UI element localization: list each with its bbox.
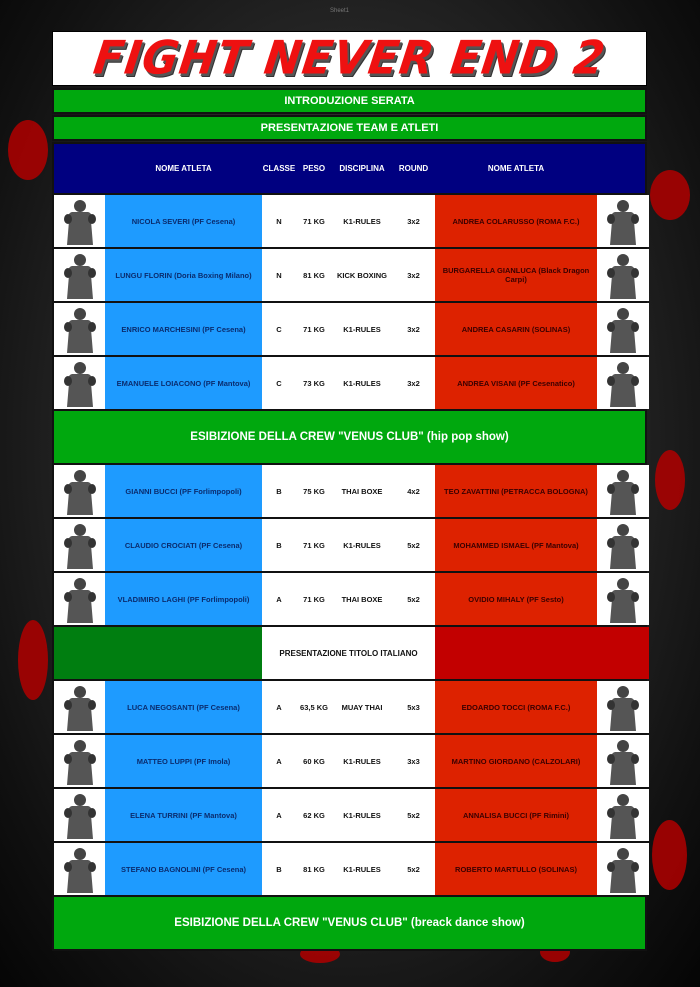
right-athlete: MOHAMMED ISMAEL (PF Mantova): [435, 519, 597, 571]
left-fighter-photo: [54, 357, 105, 409]
class: B: [262, 465, 296, 517]
round: 5x2: [392, 843, 435, 895]
fighter-icon: [59, 467, 101, 515]
discipline: THAI BOXE: [332, 465, 392, 517]
weight: 71 KG: [296, 303, 332, 355]
blood-splat: [655, 450, 685, 510]
fighter-icon: [59, 305, 101, 353]
fighter-icon: [59, 197, 101, 245]
left-athlete: LUCA NEGOSANTI (PF Cesena): [105, 681, 262, 733]
discipline: K1-RULES: [332, 303, 392, 355]
event-title: FIGHT NEVER END 2: [90, 31, 609, 86]
header-athlete-right: NOME ATLETA: [487, 164, 545, 173]
band-intro: INTRODUZIONE SERATA: [52, 88, 647, 114]
fights-group-2: [52, 465, 647, 627]
right-athlete: ANNALISA BUCCI (PF Rimini): [435, 789, 597, 841]
title-presentation-label: PRESENTAZIONE TITOLO ITALIANO: [262, 627, 435, 679]
round: 4x2: [392, 465, 435, 517]
left-athlete: MATTEO LUPPI (PF Imola): [105, 735, 262, 787]
class: A: [262, 573, 296, 625]
fighter-icon: [602, 359, 644, 407]
title-banner: [52, 31, 647, 86]
flag-red: [435, 627, 649, 679]
left-athlete: ENRICO MARCHESINI (PF Cesena): [105, 303, 262, 355]
fight-row: [52, 357, 647, 411]
right-athlete: ROBERTO MARTULLO (SOLINAS): [435, 843, 597, 895]
class: C: [262, 357, 296, 409]
discipline: K1-RULES: [332, 735, 392, 787]
weight: 60 KG: [296, 735, 332, 787]
header-round: ROUND: [398, 164, 429, 173]
discipline: THAI BOXE: [332, 573, 392, 625]
right-athlete: OVIDIO MIHALY (PF Sesto): [435, 573, 597, 625]
right-fighter-photo: [597, 681, 649, 733]
header-weight: PESO: [302, 164, 326, 173]
fighter-icon: [602, 791, 644, 839]
left-fighter-photo: [54, 735, 105, 787]
weight: 71 KG: [296, 573, 332, 625]
round: 5x2: [392, 573, 435, 625]
left-fighter-photo: [54, 789, 105, 841]
class: C: [262, 303, 296, 355]
right-athlete: ANDREA VISANI (PF Cesenatico): [435, 357, 597, 409]
fighter-icon: [602, 845, 644, 893]
fighter-icon: [59, 251, 101, 299]
right-fighter-photo: [597, 357, 649, 409]
right-athlete: TEO ZAVATTINI (PETRACCA BOLOGNA): [435, 465, 597, 517]
fighter-icon: [59, 683, 101, 731]
right-fighter-photo: [597, 519, 649, 571]
round: 5x2: [392, 789, 435, 841]
fighter-icon: [59, 791, 101, 839]
fighter-icon: [59, 845, 101, 893]
left-athlete: EMANUELE LOIACONO (PF Mantova): [105, 357, 262, 409]
sheet-label: Sheet1: [330, 8, 350, 14]
left-fighter-photo: [54, 681, 105, 733]
right-athlete: EDOARDO TOCCI (ROMA F.C.): [435, 681, 597, 733]
table-header: [52, 142, 647, 195]
left-athlete: STEFANO BAGNOLINI (PF Cesena): [105, 843, 262, 895]
fighter-icon: [59, 737, 101, 785]
right-fighter-photo: [597, 735, 649, 787]
class: B: [262, 843, 296, 895]
left-athlete: LUNGU FLORIN (Doria Boxing Milano): [105, 249, 262, 301]
title-presentation-row: [52, 627, 647, 681]
header-athlete-left: NOME ATLETA: [155, 164, 212, 173]
left-fighter-photo: [54, 249, 105, 301]
weight: 63,5 KG: [296, 681, 332, 733]
round: 3x2: [392, 249, 435, 301]
right-fighter-photo: [597, 249, 649, 301]
blood-splat: [18, 620, 48, 700]
round: 5x2: [392, 519, 435, 571]
left-fighter-photo: [54, 195, 105, 247]
class: N: [262, 249, 296, 301]
discipline: MUAY THAI: [332, 681, 392, 733]
fighter-icon: [602, 197, 644, 245]
fighter-icon: [602, 575, 644, 623]
blood-splat: [650, 170, 690, 220]
fight-row: [52, 465, 647, 519]
fight-row: [52, 573, 647, 627]
class: A: [262, 789, 296, 841]
right-fighter-photo: [597, 195, 649, 247]
weight: 62 KG: [296, 789, 332, 841]
round: 5x3: [392, 681, 435, 733]
left-fighter-photo: [54, 303, 105, 355]
class: N: [262, 195, 296, 247]
left-athlete: ELENA TURRINI (PF Mantova): [105, 789, 262, 841]
left-athlete: GIANNI BUCCI (PF Forlimpopoli): [105, 465, 262, 517]
fighter-icon: [602, 737, 644, 785]
weight: 75 KG: [296, 465, 332, 517]
discipline: K1-RULES: [332, 195, 392, 247]
weight: 71 KG: [296, 195, 332, 247]
round: 3x2: [392, 195, 435, 247]
left-fighter-photo: [54, 465, 105, 517]
class: B: [262, 519, 296, 571]
fight-row: [52, 519, 647, 573]
right-athlete: ANDREA CASARIN (SOLINAS): [435, 303, 597, 355]
fight-row: [52, 843, 647, 897]
fight-card: [52, 31, 647, 951]
right-fighter-photo: [597, 789, 649, 841]
right-athlete: MARTINO GIORDANO (CALZOLARI): [435, 735, 597, 787]
discipline: K1-RULES: [332, 357, 392, 409]
fight-row: [52, 195, 647, 249]
fighter-icon: [59, 521, 101, 569]
header-discipline: DISCIPLINA: [339, 164, 385, 173]
fighter-icon: [602, 251, 644, 299]
fighter-icon: [602, 683, 644, 731]
discipline: K1-RULES: [332, 519, 392, 571]
discipline: K1-RULES: [332, 789, 392, 841]
left-athlete: VLADIMIRO LAGHI (PF Forlimpopoli): [105, 573, 262, 625]
fighter-icon: [59, 359, 101, 407]
band-show-breakdance: ESIBIZIONE DELLA CREW "VENUS CLUB" (breack dance show): [52, 897, 647, 951]
weight: 81 KG: [296, 843, 332, 895]
left-athlete: CLAUDIO CROCIATI (PF Cesena): [105, 519, 262, 571]
fights-group-1: [52, 195, 647, 411]
discipline: KICK BOXING: [332, 249, 392, 301]
weight: 81 KG: [296, 249, 332, 301]
round: 3x2: [392, 303, 435, 355]
fighter-icon: [59, 575, 101, 623]
band-show-hip-hop: ESIBIZIONE DELLA CREW "VENUS CLUB" (hip pop show): [52, 411, 647, 465]
right-fighter-photo: [597, 303, 649, 355]
right-fighter-photo: [597, 465, 649, 517]
band-presentation: PRESENTAZIONE TEAM E ATLETI: [52, 115, 647, 141]
fights-group-3: [52, 681, 647, 897]
round: 3x3: [392, 735, 435, 787]
round: 3x2: [392, 357, 435, 409]
right-fighter-photo: [597, 843, 649, 895]
fight-row: [52, 249, 647, 303]
fighter-icon: [602, 305, 644, 353]
fight-row: [52, 789, 647, 843]
left-fighter-photo: [54, 519, 105, 571]
right-athlete: BURGARELLA GIANLUCA (Black Dragon Carpi): [435, 249, 597, 301]
left-fighter-photo: [54, 843, 105, 895]
fighter-icon: [602, 467, 644, 515]
fight-row: [52, 681, 647, 735]
weight: 73 KG: [296, 357, 332, 409]
left-athlete: NICOLA SEVERI (PF Cesena): [105, 195, 262, 247]
weight: 71 KG: [296, 519, 332, 571]
header-class: CLASSE: [262, 164, 296, 173]
flag-green: [54, 627, 262, 679]
fighter-icon: [602, 521, 644, 569]
class: A: [262, 735, 296, 787]
right-athlete: ANDREA COLARUSSO (ROMA F.C.): [435, 195, 597, 247]
discipline: K1-RULES: [332, 843, 392, 895]
fight-row: [52, 735, 647, 789]
fight-row: [52, 303, 647, 357]
blood-splat: [652, 820, 687, 890]
right-fighter-photo: [597, 573, 649, 625]
class: A: [262, 681, 296, 733]
left-fighter-photo: [54, 573, 105, 625]
blood-splat: [8, 120, 48, 180]
